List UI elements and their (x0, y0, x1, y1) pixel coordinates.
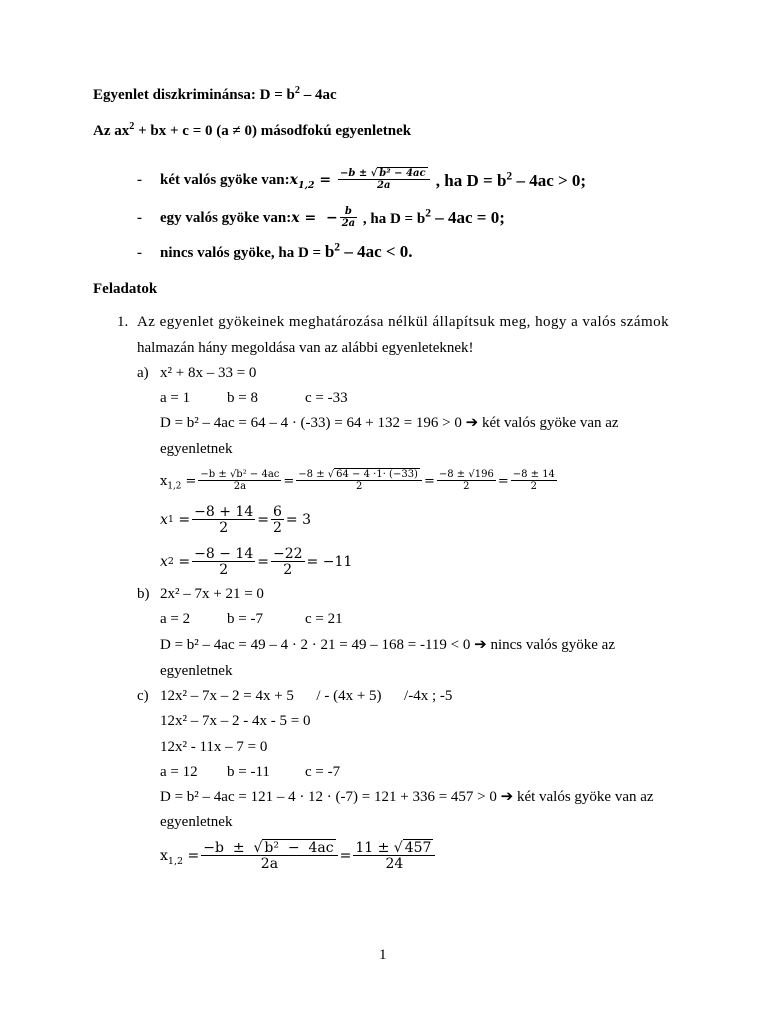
cond-text: b (324, 242, 335, 261)
sub-label-a: a) (137, 365, 149, 381)
equation-b: 2x² – 7x + 21 = 0 (160, 586, 264, 602)
sub-label-b: b) (137, 586, 150, 602)
cond-text: , ha D = b (362, 211, 426, 227)
discriminant-c: D = b² – 4ac = 121 – 4 · 12 · (-7) = 121 + 336 = 457 > 0 ➔ két valós gyöke van az (160, 789, 654, 805)
case-condition (359, 206, 505, 227)
cond-b2 (425, 208, 505, 227)
intro-text: Az ax (93, 123, 130, 139)
case-condition (325, 242, 413, 261)
sub-label-c: c) (137, 688, 149, 704)
title-sup: 2 (294, 85, 300, 96)
solution-a-x12: $x_{1,2}$ = $\frac{\text{−b ± √b² − 4ac}}{2a}$ = $\frac{-8 \pm √ 64 - 4 \cdot 1\cdot (-33)}{2}$ = $\frac{-8 \pm √196}{2}$ = $\frac{-8 \pm 14}{2}$ (160, 469, 555, 492)
cond-sup: 2 (334, 240, 341, 254)
coef-b-c: c = 21 (305, 611, 343, 627)
case-dash: - (137, 209, 142, 226)
discriminant-a-cont: egyenletnek (160, 441, 233, 457)
task-text-line1: Az egyenlet gyökeinek meghatározása nélkül állapítsuk meg, hogy a valós számok (137, 314, 670, 330)
cond-end: – 4ac < 0. (340, 242, 413, 261)
single-root-formula: $\frac{b}{2a}$ (341, 206, 356, 229)
coef-c-b: b = -11 (227, 764, 270, 780)
case-text: nincs valós gyöke, ha D = (160, 245, 325, 261)
coef-a-a: a = 1 (160, 390, 191, 406)
cond-end: – 4ac > 0; (512, 170, 587, 190)
case-text: két valós gyöke van: (160, 171, 290, 188)
coef-c-a: a = 12 (160, 764, 198, 780)
equation-a: x² + 8x – 33 = 0 (160, 365, 257, 381)
section-heading: Feladatok (93, 281, 158, 297)
solution-a-x2: x 2 = $\frac{-8 - 14}{2}$ = $\frac{-22}{2}$ = −11 (160, 546, 353, 578)
intro-sup: 2 (129, 121, 135, 132)
quadratic-formula: $\frac{\text{−b ± √ b² − 4ac}}{2a}$ (338, 169, 430, 191)
cond-sup: 2 (425, 206, 431, 220)
discriminant-b: D = b² – 4ac = 49 – 4 · 2 · 21 = 49 – 168 = -119 < 0 ➔ nincs valós gyöke az (160, 637, 615, 653)
formula-x12: $x_{1,2}$ = (289, 172, 336, 191)
task-text-line2: halmazán hány megoldása van az alábbi egyenleteknek! (137, 340, 474, 356)
formula-x: x = − (291, 210, 338, 226)
discriminant-b-cont: egyenletnek (160, 663, 233, 679)
equation-c-step3: 12x² - 11x – 7 = 0 (160, 739, 268, 755)
intro-text-end: + bx + c = 0 (a ≠ 0) másodfokú egyenletnek (134, 123, 412, 139)
coef-b-b: b = -7 (227, 611, 263, 627)
title-text-end: – 4ac (300, 87, 337, 103)
equation-c: 12x² – 7x – 2 = 4x + 5 / - (4x + 5) /-4x ; -5 (160, 688, 453, 704)
equation-c-step2: 12x² – 7x – 2 - 4x - 5 = 0 (160, 713, 311, 729)
task-number: 1. (117, 314, 129, 330)
case-two-roots (137, 160, 586, 200)
page-title (93, 85, 337, 103)
case-text: egy valós gyöke van: (160, 209, 292, 226)
page-number: 1 (379, 947, 387, 963)
discriminant-c-cont: egyenletnek (160, 814, 233, 830)
solution-c-x12: $x_{1,2}$ = $\frac{\text{−b ± √ b² − 4ac}}{2a}$ = $\frac{11 \pm √ 457}{24}$ (160, 834, 437, 878)
case-dash: - (137, 245, 142, 261)
coef-b-a: a = 2 (160, 611, 191, 627)
title-text: Egyenlet diszkriminánsa: D = b (93, 87, 295, 103)
case-dash: - (137, 171, 142, 188)
cond-end: – 4ac = 0; (430, 208, 505, 227)
cond-text: , ha D = b (435, 170, 507, 190)
case-no-root (137, 240, 413, 261)
coef-c-c: c = -7 (305, 764, 341, 780)
solution-a-x1: x 1 = $\frac{-8 + 14}{2}$ = $\frac{6}{2}$ = 3 (160, 504, 311, 536)
cond-sup: 2 (506, 168, 513, 182)
discriminant-a: D = b² – 4ac = 64 – 4 · (-33) = 64 + 132 = 196 > 0 ➔ két valós gyöke van az (160, 415, 619, 431)
case-one-root (137, 203, 505, 233)
coef-a-b: b = 8 (227, 390, 258, 406)
coef-a-c: c = -33 (305, 390, 348, 406)
case-condition (432, 168, 587, 190)
intro-line (93, 121, 412, 139)
